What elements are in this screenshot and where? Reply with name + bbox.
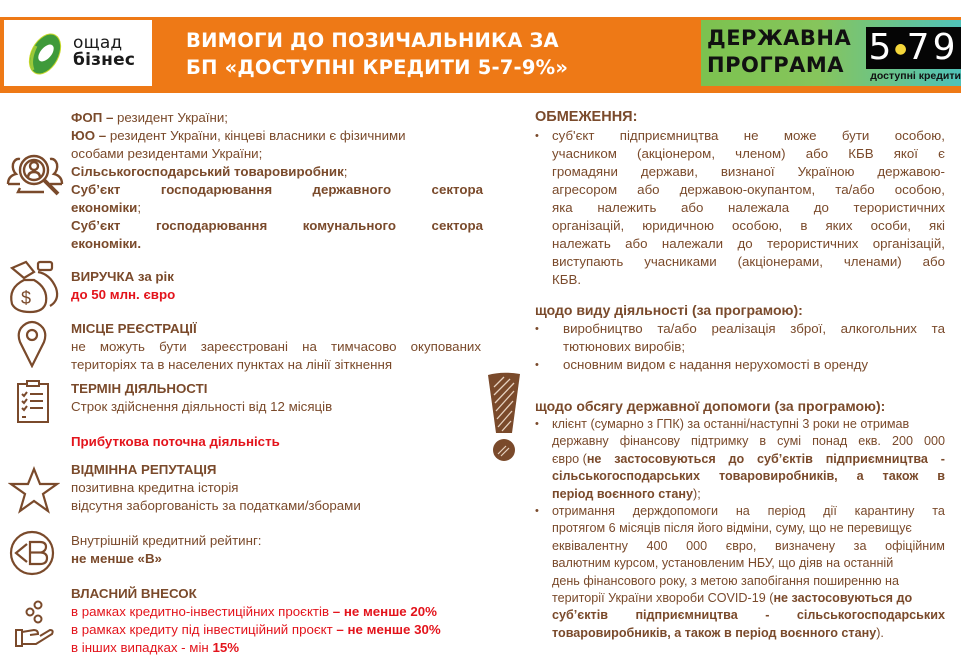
word: офіційним [885,538,945,553]
rating-line-2: не менше «В» [71,551,162,566]
yuo-label: ЮО – [71,128,107,143]
word: євро, [725,538,757,553]
agri-line [71,163,483,181]
word: та/або [657,321,697,336]
registration-line-2: територіях та в населених пунктах на лінії зіткнення [71,357,393,372]
word: зареєстровані [200,339,288,354]
word: членом) [735,146,786,161]
contribution-text: в рамках кредиту під інвестиційний проєкт [71,622,337,637]
word: особою, [894,128,945,143]
activity-item-2-text: основним видом є надання нерухомості в оренду [563,357,869,372]
word: тимчасово [331,339,397,354]
word: членами) [843,254,902,269]
state-sector-line [71,181,483,199]
star-icon [8,466,60,514]
word: можуть [99,339,145,354]
word: виробництво [563,321,643,336]
word: на [735,504,750,519]
word: суб'єкт [552,128,595,143]
aid-item-2-line-8-bold: товаровиробників, а також в період воєнного стану [552,625,877,640]
word: особи, [870,218,911,233]
word: господарювання [160,182,273,197]
revenue-block [71,268,371,304]
contribution-title: ВЛАСНИЙ ВНЕСОК [71,586,197,601]
contribution-value: 15% [212,640,240,655]
word: а [856,469,864,484]
aid-item [535,416,945,503]
word: або [805,146,829,161]
word: виступають [552,254,624,269]
rating-line-1: Внутрішній кредитний рейтинг: [71,533,262,548]
word: яка [552,200,573,215]
rating-block [71,532,471,568]
word: алкогольних [840,321,917,336]
bullet-icon: • [535,505,539,518]
aid-item-1-tail: ); [693,486,701,501]
word: дії [823,504,837,519]
contribution-text: в рамках кредитно-інвестиційних проєктів [71,604,333,619]
word: та [931,321,945,336]
word: сільськогосподарських [552,469,701,484]
logo-line-1: ощад [73,33,123,53]
aid-list [535,416,945,642]
word: в [937,469,945,484]
word: агресором [552,182,618,197]
word: - [940,451,945,466]
bullet-icon: • [535,130,539,142]
reputation-block [71,461,471,515]
aid-item-2-line-2: протягом 6 місяців після його відміни, суму, що не перевищує [552,521,912,536]
word: еквівалентну [552,538,628,553]
contribution-text: в інших випадках - мін [71,640,213,655]
program-label [707,25,851,79]
digit-9: 9 [932,27,959,68]
word: - [765,608,770,623]
word: державну [552,434,609,449]
yellow-dot-icon: ● [894,41,907,57]
profitable-activity: Прибуткова поточна діяльність [71,434,280,449]
aid-title: щодо обсягу державної допомоги (за програмою): [535,398,886,414]
title-line-2: БП «ДОСТУПНІ КРЕДИТИ 5-7-9%» [186,56,569,79]
word: може [783,128,817,143]
contribution-item [71,639,491,657]
word: бути [841,128,870,143]
word: державою-окупантом, [679,182,816,197]
yuo-line [71,127,483,145]
word: належала [728,200,790,215]
revenue-title: ВИРУЧКА [71,269,135,284]
yuo-text-2: особами резидентами України; [71,146,263,161]
bullet-icon: • [535,323,539,335]
bullet-icon: • [535,418,539,430]
contribution-value: – не менше 20% [332,604,437,619]
word: сумі [777,434,802,449]
word: особою, [894,182,945,197]
revenue-title-tail: за рік [134,269,174,284]
word: або [922,254,945,269]
word: 400 [646,538,668,553]
term-title: ТЕРМІН ДІЯЛЬНОСТІ [71,381,208,396]
word: не [71,339,86,354]
restriction-text [552,127,945,289]
restriction-item [535,127,945,289]
reputation-line-1: позитивна кредитна історія [71,480,239,495]
word: до [813,200,829,215]
word: особою, [731,218,783,233]
word: до [728,451,745,466]
communal-sector-line [71,217,483,235]
word: (акціонерами, [737,254,823,269]
program-line-2: ПРОГРАМА [707,53,844,77]
agri-label: Сільськогосподарський товаровиробник [71,164,344,179]
activity-item-1-line-2: тютюнових виробів; [563,339,686,354]
word: понад [812,434,848,449]
word: Суб’єкт [71,182,121,197]
program-caption: доступні кредити [870,70,961,82]
svg-text:$: $ [21,288,32,308]
aid-item-1-bold: період воєнного стану [552,486,694,501]
activity-item [535,320,945,356]
aid-item-2-line-8-tail: ). [876,625,884,640]
word: визнаної [720,164,775,179]
title-line-1: ВИМОГИ ДО ПОЗИЧАЛЬНИКА ЗА [186,29,559,52]
word: 200 [891,434,913,449]
word: підприємництва [635,608,738,623]
word: державою- [877,164,945,179]
exclamation-icon [486,371,522,463]
word: бути [159,339,187,354]
word: екв. [858,434,881,449]
word: отримання [552,504,615,519]
word: період [767,504,806,519]
restriction-last-line: КБВ. [552,272,582,287]
contribution-value: – не менше 30% [336,622,441,637]
registration-line-1 [71,338,481,356]
reputation-line-2: відсутня заборгованість за податками/зборами [71,498,361,513]
word: або [625,236,648,251]
activity-list [535,320,945,374]
word: окупованих [410,339,481,354]
state-tail-bold: економіки [71,200,138,215]
word: державного [312,182,392,197]
contribution-item [71,621,491,639]
word: суб’єктів [756,451,813,466]
word: підприємництва [825,451,928,466]
logo-line-2: бізнес [73,50,136,70]
registration-block [71,320,481,374]
fop-line [71,109,483,127]
word: або [637,182,660,197]
word: карантину [854,504,915,519]
aid-item [535,503,945,642]
word: підтримку [691,434,749,449]
oschad-logo-icon [24,30,66,78]
page-title [186,27,568,81]
word: фінансову [619,434,680,449]
bullet-icon: • [535,359,539,371]
word: терористичних [853,200,945,215]
word: якої [893,146,918,161]
word: в [800,218,808,233]
aid-item-2-line-6-bold: не застосовуються до [773,591,913,606]
word: на [302,339,317,354]
word: яких [825,218,853,233]
word: учасниками [644,254,717,269]
word: зброї, [790,321,827,336]
aid-item-2-line-4: валютним курсом, установленим НБУ, що діяв на останній [552,556,894,571]
word: не [743,128,759,143]
activity-title: щодо виду діяльності (за програмою): [535,302,803,318]
money-bags-icon [4,258,62,314]
word: терористичних [766,236,859,251]
word: організацій, [872,236,945,251]
checklist-icon [16,380,50,424]
word: комунального [302,218,396,233]
word: за [853,538,867,553]
word: до [737,236,753,251]
word: сільськогосподарських [796,608,945,623]
word: які [929,218,945,233]
word: сектора [431,182,483,197]
word: громадяни [552,164,618,179]
word: Суб’єкт [71,218,121,233]
contribution-block [71,585,491,657]
word: застосовуються [614,451,716,466]
word: суб’єктів [552,608,608,623]
oschad-business-logo [4,20,152,86]
state-program-badge [701,20,961,86]
word: (акціонером, [637,146,716,161]
term-block [71,380,471,416]
word: підприємництва [619,128,719,143]
location-pin-icon [16,320,48,368]
word: юридичною [642,218,714,233]
fop-label: ФОП – [71,110,114,125]
word: в [759,434,767,449]
word: держдопомоги [632,504,719,519]
word: визначену [775,538,836,553]
word: реалізація [711,321,776,336]
yuo-text: резидент України, кінцеві власники є фізичними [106,128,406,143]
word: євро ( [552,451,587,466]
word: держави, [640,164,698,179]
aid-item-2-line-5: день фінансового року, з метою запобігання поширенню на [552,573,899,588]
term-text: Строк здійснення діяльності від 12 місяців [71,399,333,414]
logo-wordmark [73,35,135,69]
rating-b-icon [9,530,55,576]
communal-tail: економіки. [71,236,142,251]
reputation-title: ВІДМІННА РЕПУТАЦІЯ [71,462,217,477]
agri-tail: ; [343,164,348,179]
activity-item [535,356,945,374]
restrictions-list [535,127,945,289]
registration-title: МІСЦЕ РЕЄСТРАЦІЇ [71,321,197,336]
aid-item-2-line-6: території України хвороби COVID-19 ( [552,591,774,606]
word: або [681,200,704,215]
word: організацій, [552,218,625,233]
revenue-value: до 50 млн. євро [71,287,176,302]
digit-5: 5 [868,27,895,68]
word: учасником [552,146,617,161]
word: та [932,504,945,519]
fop-text: резидент України; [113,110,228,125]
word: господарювання [156,218,268,233]
word: є [938,146,945,161]
word: товаровиробників, [718,469,838,484]
digit-7: 7 [906,27,933,68]
state-tail: ; [137,200,142,215]
word: належать [552,236,611,251]
contribution-item [71,603,491,621]
state-sector-tail [71,199,483,217]
word: КБВ [848,146,874,161]
word: та/або [835,182,875,197]
word: Україною [797,164,855,179]
word: 000 [686,538,708,553]
word: сектора [431,218,483,233]
word: не [586,451,602,466]
hand-coins-icon [14,600,56,650]
program-line-1: ДЕРЖАВНА [707,26,852,50]
word: 000 [923,434,945,449]
people-search-icon [4,148,66,200]
word: належали [661,236,724,251]
word: також [882,469,919,484]
header-banner [0,17,961,93]
word: належить [597,200,657,215]
579-logo [866,27,961,69]
aid-item-1-line-1: клієнт (сумарно з ГПК) за останні/наступні 3 роки не отримав [552,417,910,431]
restrictions-title: ОБМЕЖЕННЯ: [535,109,638,125]
borrower-types [71,109,483,253]
